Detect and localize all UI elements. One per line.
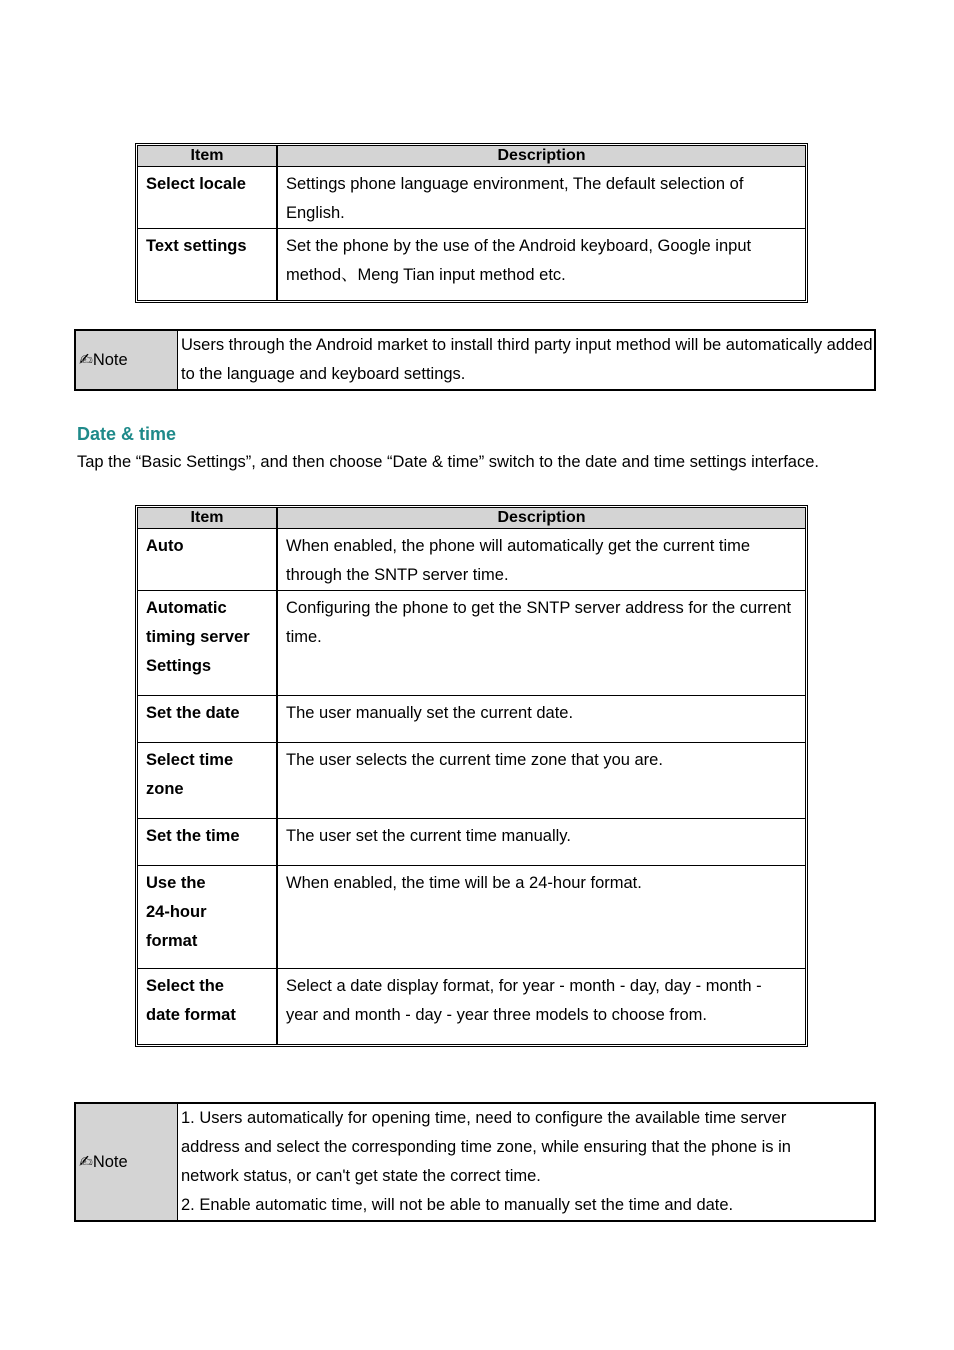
section-heading: Date & time [77, 424, 177, 444]
row-description: Settings phone language environment, The default selection of English. [286, 175, 744, 222]
table-row [138, 818, 805, 865]
row-description: The user set the current time manually. [278, 818, 805, 865]
table-row [138, 742, 805, 818]
section-intro: Tap the “Basic Settings”, and then choose “Date & time” switch to the date and time settings interface. [77, 453, 819, 471]
row-description: Configuring the phone to get the SNTP server address for the current time. [278, 590, 805, 695]
writing-hand-icon: ✍ [79, 1153, 93, 1171]
note-box [74, 329, 876, 391]
row-description: The user selects the current time zone that you are. [278, 742, 805, 818]
row-item: Use the 24-hour format [138, 865, 278, 968]
table-row [138, 968, 805, 1044]
writing-hand-icon: ✍ [79, 351, 93, 369]
row-description: The user manually set the current date. [278, 695, 805, 742]
date-time-settings-table [137, 507, 806, 1045]
table-row [138, 167, 805, 228]
row-description: Select a date display format, for year - month - day, day - month - year and month - day - year three models to choose from. [278, 968, 805, 1044]
row-item: Select time zone [138, 742, 278, 818]
note-box [74, 1102, 876, 1222]
row-item: Select locale [138, 167, 278, 228]
note-text [178, 1104, 874, 1220]
table-row [138, 228, 805, 300]
table-header-row [138, 508, 805, 529]
note-label-text: Note [92, 1153, 128, 1171]
column-header-item: Item [138, 146, 278, 167]
row-item: Text settings [138, 228, 278, 300]
row-item: Select the date format [138, 968, 278, 1044]
note-text: Users through the Android market to install third party input method will be automatically added to the language and keyboard settings. [181, 336, 873, 383]
column-header-item: Item [138, 508, 278, 529]
row-item: Automatic timing server Settings [138, 590, 278, 695]
table-row [138, 590, 805, 695]
table-header-row [138, 146, 805, 167]
row-item: Set the time [138, 818, 278, 865]
note-label [76, 1104, 178, 1220]
note-label-text: Note [92, 351, 128, 369]
table-row [138, 865, 805, 968]
table-row [138, 529, 805, 590]
column-header-description: Description [278, 146, 805, 167]
note-label [76, 331, 178, 389]
row-description: Set the phone by the use of the Android keyboard, Google input method、Meng Tian input method etc. [278, 228, 805, 300]
note-line: 1. Users automatically for opening time, need to configure the available time server address and select the corresponding time zone, while ensuring that the phone is in network status, or can't get state the correct time. [181, 1109, 791, 1185]
row-item: Auto [138, 529, 278, 590]
row-description: When enabled, the time will be a 24-hour format. [278, 865, 805, 968]
row-description: When enabled, the phone will automatically get the current time through the SNTP server time. [286, 537, 751, 584]
row-item: Set the date [138, 695, 278, 742]
note-line: 2. Enable automatic time, will not be able to manually set the time and date. [181, 1196, 734, 1214]
locale-settings-table [137, 145, 806, 301]
table-row [138, 695, 805, 742]
column-header-description: Description [278, 508, 805, 529]
